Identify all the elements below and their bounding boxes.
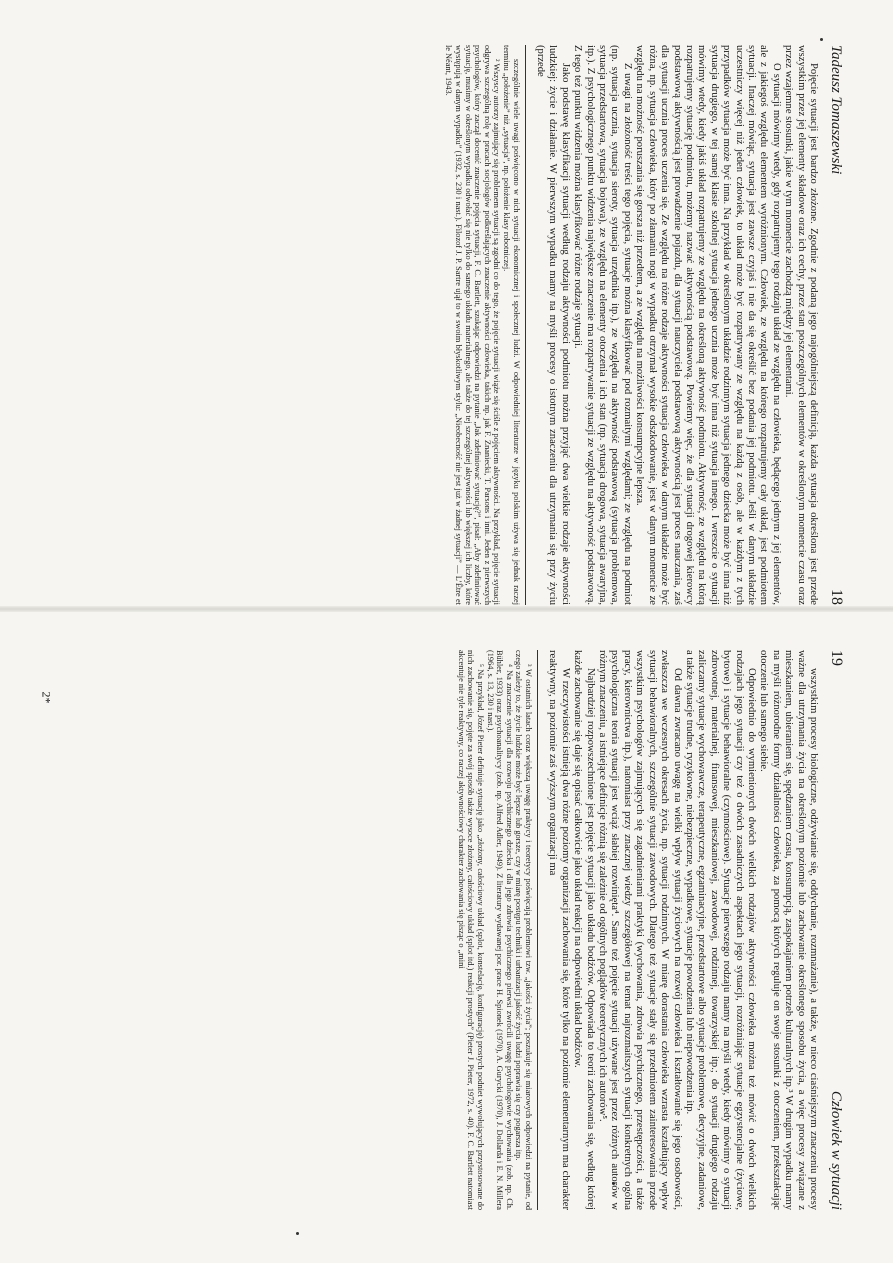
page-fold xyxy=(0,606,893,612)
paragraph: Jako podstawę klasyfikacji sytuacji według rodzaju aktywności podmiotu można przyjąć dwa wielkie rodzaje aktywności ludzkiej: życie i działanie. W pierwszym wypadku mamy na myśli procesy o istotnym znaczeniu dla utrzymania się przy życiu (przede xyxy=(535,45,571,605)
footnote: ⁵ Na przykład, Józef Pieter definiuje sytuację jako „złożony, całościowy układ (splot, konstelację, konfigurację) prostych podniet wywołujących przystosowane do nich zachowanie się, pojęte za swój sposób także wysoce złożony, całościowy układ (splot itd.) reakcji prostych” (Pieter J. Pieter, 1972, s. 40). F. C. Bartlett natomiast akcentuje nie tyle reaktywny, co raczej aktywnościowy charakter zachowania się pisząc o „mini xyxy=(456,650,486,1210)
scan-speck xyxy=(296,1232,299,1235)
paragraph: Od dawna zwracano uwagę na wielki wpływ sytuacji życiowych na rozwój człowieka i kształtowanie się jego osobowości, zwłaszcza we wczesnych okresach życia, np. sytuacji rodzinnych. W miarę dorastania człowieka wzrasta kształtujący wpływ sytuacji behawioralnych, szczególnie sytuacji zawodowych. Dlatego też sytuacje stały się przedmiotem zainteresowania przede wszystkim psychologów zajmujących się zagadnieniami praktyki (wychowania, zdrowia psychicznego, przestępczości, a także pracy, kierownictwa itp.), natomiast przy znacznej wiedzy szczegółowej na temat najrozmaitszych sytuacji konkretnych ogólna psychologiczna teoria sytuacji jest wciąż słabiej rozwinięta⁴. Samo też pojęcie sytuacji używane jest przez różnych autorów w różnym znaczeniu, a istniejące definicje różnią się zależnie od ogólnych poglądów teoretycznych ich autorów⁵. xyxy=(597,650,683,1210)
footnotes xyxy=(444,45,526,605)
footnote: ² Wszyscy autorzy zajmujący się problemem sytuacji są zgodni co do tego, że pojęcie sytuacji wiąże się ściśle z pojęciem aktywności. Na przykład, pojęcie sytuacji odgrywa szczególną rolę w pracach socjologów podkreślających znaczenie aktywności człowieka, takich np. jak F. Znaniecki, T. Parsons i inni. Jeden z pierwszych psychologów, który zaczął docenić znaczenie pojęcia sytuacji, F. C. Bartlett, szukając odpowiedzi na pytanie „Jak zdefiniować sytuację?”, pisał: „Aby zdefiniować sytuację, musimy w określonym wypadku odwołać się nie tylko do samego układu materialnego, ale także do tej szczególnej aktywności lub większej ich liczby, które występują w danym wypadku” (1932, s. 230 i nast.). Filozof J. P. Sartre ujął to w swoim błyskotliwym stylu: „Nieobecność nie jest już w żadnej sytuacji” — L’Être et le Néant, 1943. xyxy=(444,45,502,605)
body-text xyxy=(534,45,819,605)
page-number: 18 xyxy=(828,589,845,605)
footnotes xyxy=(456,650,538,1210)
page-header xyxy=(819,45,845,605)
paragraph: O sytuacji mówimy wtedy, gdy rozpatrujemy tego rodzaju układ ze względu na człowieka, będącego jednym z jej elementów, ale z jakiegoś względu elementem wyróżnionym. Człowiek, ze względu na którego rozpatrujemy cały układ, jest podmiotem sytuacji. Inaczej mówiąc, sytuacja jest zawsze czyjaś i nie da się określić bez podania jej podmiotu. Jeśli w danym układzie uczestniczy więcej niż jeden człowiek, to układ może być rozpatrywany ze względu na każdą z osób, ale w każdym z tych przypadków sytuacja może być inna. Na przykład w określonym układzie rodzinnym sytuacja jednego dziecka może być inna niż sytuacja drugiego, w tej samej klasie szkolnej sytuacja jednego ucznia może być inna niż sytuacja innego. I wreszcie o sytuacji mówimy wtedy, kiedy jakiś układ rozpatrujemy ze względu na określoną aktywność podmiotu. Aktywność, ze względu na którą rozpatrujemy sytuację podmiotu, możemy nazwać aktywnością podstawową. Powiemy więc, że dla sytuacji drogowej kierowcy podstawową aktywnością jest prowadzenie pojazdu, dla sytuacji nauczyciela podstawową aktywnością jest proces nauczania, zaś dla sytuacji ucznia proces uczenia się. Ze względu na różne rodzaje aktywności sytuacja człowieka w danym układzie może być różna, np. sytuacja człowieka, który po złamaniu nogi w wypadku otrzymał wysokie odszkodowanie, jest w danym momencie ze względu na możność poruszania się gorsza niż przedtem, a ze względu na możliwości konsumpcyjne lepsza. xyxy=(634,45,782,605)
page-header xyxy=(819,650,845,1210)
paragraph: Pojęcie sytuacji jest bardzo złożone. Zgodnie z podaną jego najogólniejszą definicją, każda sytuacja określona jest przede wszystkim przez jej elementy składowe oraz ich cechy, przez stan poszczególnych elementów w określonym momencie czasu oraz przez wzajemne stosunki, jakie w tym momencie zachodzą między jej elementami. xyxy=(783,45,819,605)
paragraph: wszystkim procesy biologiczne, odżywianie się, oddychanie, rozmnażanie), a także, w nieco ciaśniejszym znaczeniu procesy ważne dla utrzymania życia na określonym poziomie lub zachowanie określonego sposobu życia, a więc procesy związane z mieszkaniem, ubieraniem się, spędzaniem czasu, konsumpcją, zaspokajaniem potrzeb kulturalnych itp.³ W drugim wypadku mamy na myśli różnorodne formy działalności człowieka, za pomocą których reguluje on swoje stosunki z otoczeniem, przekształcając otoczenie lub samego siebie. xyxy=(758,650,819,1210)
scan-speck xyxy=(820,38,823,41)
signature-mark: 2* xyxy=(39,691,54,704)
footnote: ³ W ostatnich latach coraz większą uwagę praktycy i teoretycy poświęcają problemowi tzw. „jakości życia”; poszukuje się miarowych odpowiedzi na pytanie, od czego zależy to, że życie ludzkie może być lepsze lub gorsze, czy w miarę postępu techniki i urbanizacji jakość życia ludzi poprawia się czy pogarsza itp. xyxy=(514,650,534,1210)
paragraph: Odpowiednio do wymienionych dwóch wielkich rodzajów aktywności człowieka można też mówić o dwóch wielkich rodzajach jego sytuacji czy też o dwóch zasadniczych aspektach jego sytuacji, rozróżniając sytuacje egzystencjalne (życiowe, bytowe) i sytuacje behawioralne (czynnościowe). Sytuacje pierwszego rodzaju mamy na myśli wtedy, kiedy mówimy o sytuacji zdrowotnej, materialnej, finansowej, mieszkaniowej, zawodowej, rodzinnej, towarzyskiej itp.; do sytuacji drugiego rodzaju zaliczamy sytuacje wychowawcze, terapeutyczne, egzaminacyjne, przedstartowe albo sytuacje problemowe, decyzyjne, zadaniowe, a także sytuacje trudne, ryzykowne, niebezpieczne, wypadkowe, sytuacje powodzenia lub niepowodzenia itp. xyxy=(683,650,757,1210)
page-19 xyxy=(85,650,845,1210)
body-text xyxy=(546,650,819,1210)
running-head: Człowiek w sytuacji xyxy=(828,1090,844,1210)
paragraph: Z uwagi na złożoność treści tego pojęcia, sytuacje można klasyfikować pod rozmaitymi względami; ze względu na podmiot (np. sytuacja ucznia, sytuacja sieroty, sytuacja urzędnika itp.), ze względu na aktywność podstawową (sytuacja problemowa, sytuacja przedstartowa, sytuacja bojowa), ze względu na elementy otoczenia i ich stan (np. sytuacja drogowa, sytuacja awaryjna, itp.). Z psychologicznego punktu widzenia największe znaczenie ma rozpatrywanie sytuacji ze względu na aktywność podstawową. Z tego też punktu widzenia można klasyfikować różne rodzaje sytuacji. xyxy=(572,45,633,605)
footnote: ⁴ Na znaczenie sytuacji dla rozwoju psychicznego dziecka i dla jego zdrowia psychicznego pierwsi zwrócili uwagę psychologowie wychowania (zob. np. Ch. Bühler, 1933) oraz psychoanalitycy (zob. np. Alfred Adler, 1949). Z literatury wydawanej por. prace H. Spionek (1970), A. Gurycki (1970), J. Dollarda i E. N. Millera (1964, s. 13, 230 i nast.). xyxy=(485,650,514,1210)
page-18 xyxy=(85,45,845,605)
paragraph: Najbardziej rozpowszechnione jest pojęcie sytuacji jako układu bodźców. Odpowiada to teorii zachowania się, według której każde zachowanie się daje się opisać całkowicie jako układ reakcji na odpowiedni układ bodźców. xyxy=(572,650,596,1210)
page-number: 19 xyxy=(828,650,845,666)
running-head: Tadeusz Tomaszewski xyxy=(828,45,844,175)
footnote: szczególnie wiele uwagi poświęcono w nich sytuacji ekonomicznej i społecznej ludzi. W odpowiedniej literaturze w języku polskim używa się jednak raczej terminu „położenie” niż „sytuacja”, np. położenie klasy robotniczej. xyxy=(502,45,521,605)
paragraph: W rzeczywistości istnieją dwa różne poziomy organizacji zachowania się, które tylko na poziomie elementarnym ma charakter reaktywny, na poziomie zaś wyższym organizacji ma xyxy=(547,650,571,1210)
